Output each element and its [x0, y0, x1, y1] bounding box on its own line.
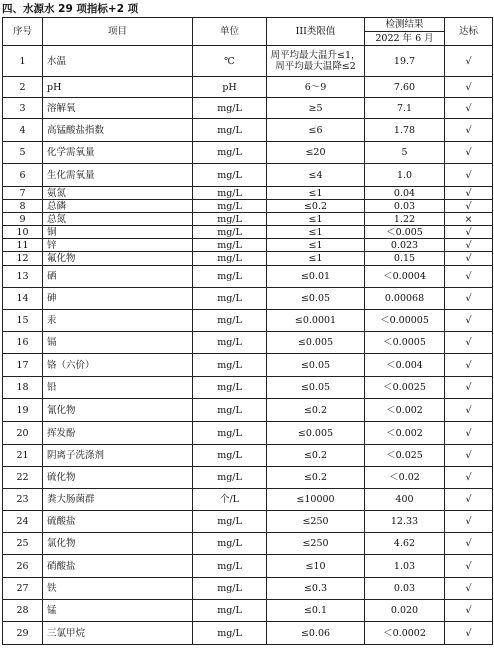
cell-seq: 4	[3, 119, 43, 142]
cell-pass: √	[445, 399, 493, 422]
cell-item: 铜	[43, 226, 193, 239]
cell-pass: √	[445, 377, 493, 399]
cell-limit: ≤10	[267, 555, 365, 578]
table-row	[3, 213, 493, 226]
cell-limit: ≤0.2	[267, 200, 365, 213]
cell-pass: √	[445, 600, 493, 622]
cell-pass: √	[445, 164, 493, 187]
cell-limit: ≤1	[267, 252, 365, 266]
cell-limit: ≤0.2	[267, 467, 365, 489]
cell-item: 氟化物	[43, 252, 193, 266]
table-body	[3, 46, 493, 645]
header-result: 检测结果	[365, 18, 445, 32]
cell-unit: mg/L	[193, 399, 267, 422]
cell-item: 总磷	[43, 200, 193, 213]
cell-limit: ≤0.3	[267, 578, 365, 600]
header-pass: 达标	[445, 18, 493, 46]
cell-unit: mg/L	[193, 332, 267, 354]
cell-result: ＜0.002	[365, 422, 445, 445]
cell-result: 4.62	[365, 533, 445, 555]
cell-item: pH	[43, 77, 193, 98]
cell-seq: 7	[3, 187, 43, 200]
cell-item: 镉	[43, 332, 193, 354]
cell-result: 0.023	[365, 239, 445, 252]
cell-result: 5	[365, 142, 445, 164]
table-row	[3, 377, 493, 399]
cell-limit: ≤0.05	[267, 354, 365, 377]
cell-pass: √	[445, 422, 493, 445]
table-row	[3, 119, 493, 142]
cell-result: 0.00068	[365, 288, 445, 310]
cell-item: 铅	[43, 377, 193, 399]
cell-pass: √	[445, 77, 493, 98]
table-row	[3, 164, 493, 187]
cell-seq: 13	[3, 266, 43, 288]
cell-item: 硝酸盐	[43, 555, 193, 578]
table-row	[3, 46, 493, 77]
cell-unit: mg/L	[193, 622, 267, 645]
cell-pass: √	[445, 354, 493, 377]
cell-limit: ≤0.2	[267, 445, 365, 467]
cell-limit: ≤0.05	[267, 288, 365, 310]
table-row	[3, 187, 493, 200]
cell-limit: ≤0.05	[267, 377, 365, 399]
cell-result: 1.03	[365, 555, 445, 578]
cell-seq: 15	[3, 310, 43, 332]
cell-result: 400	[365, 489, 445, 511]
cell-seq: 14	[3, 288, 43, 310]
cell-seq: 16	[3, 332, 43, 354]
cell-pass: √	[445, 46, 493, 77]
cell-seq: 9	[3, 213, 43, 226]
cell-item: 氯化物	[43, 533, 193, 555]
cell-item: 溶解氧	[43, 98, 193, 119]
cell-limit: 6～9	[267, 77, 365, 98]
cell-seq: 5	[3, 142, 43, 164]
cell-unit: mg/L	[193, 445, 267, 467]
cell-pass: √	[445, 511, 493, 533]
header-item: 项目	[43, 18, 193, 46]
cell-result: 7.60	[365, 77, 445, 98]
cell-result: ＜0.0004	[365, 266, 445, 288]
cell-unit: mg/L	[193, 226, 267, 239]
cell-result: 1.0	[365, 164, 445, 187]
table-row	[3, 77, 493, 98]
cell-limit: ≤0.06	[267, 622, 365, 645]
cell-unit: mg/L	[193, 142, 267, 164]
cell-limit: ≤250	[267, 511, 365, 533]
cell-item: 铬（六价）	[43, 354, 193, 377]
cell-seq: 17	[3, 354, 43, 377]
cell-pass: √	[445, 533, 493, 555]
cell-limit: ≤0.1	[267, 600, 365, 622]
cell-item: 锌	[43, 239, 193, 252]
cell-result: ＜0.0025	[365, 377, 445, 399]
cell-pass: √	[445, 200, 493, 213]
section-title: 四、水源水 29 项指标+2 项	[2, 3, 139, 15]
cell-unit: mg/L	[193, 467, 267, 489]
cell-item: 挥发酚	[43, 422, 193, 445]
cell-pass: √	[445, 332, 493, 354]
cell-limit: ≤0.2	[267, 399, 365, 422]
cell-item: 总氮	[43, 213, 193, 226]
cell-result: 0.04	[365, 187, 445, 200]
cell-seq: 18	[3, 377, 43, 399]
cell-item: 水温	[43, 46, 193, 77]
cell-unit: mg/L	[193, 354, 267, 377]
cell-unit: ℃	[193, 46, 267, 77]
cell-pass: √	[445, 252, 493, 266]
cell-seq: 26	[3, 555, 43, 578]
cell-unit: mg/L	[193, 377, 267, 399]
cell-seq: 12	[3, 252, 43, 266]
table-row	[3, 226, 493, 239]
table-row	[3, 489, 493, 511]
table-row	[3, 332, 493, 354]
cell-limit: ≤20	[267, 142, 365, 164]
cell-unit: mg/L	[193, 213, 267, 226]
cell-seq: 2	[3, 77, 43, 98]
cell-item: 高锰酸盐指数	[43, 119, 193, 142]
cell-result: 0.03	[365, 200, 445, 213]
header-result-date: 2022 年 6 月	[365, 32, 445, 46]
cell-limit: ≤10000	[267, 489, 365, 511]
cell-limit: ≤0.005	[267, 422, 365, 445]
cell-unit: mg/L	[193, 252, 267, 266]
cell-limit: 周平均最大温升≤1， 周平均最大温降≤2	[267, 46, 365, 77]
cell-unit: pH	[193, 77, 267, 98]
cell-limit: ≤4	[267, 164, 365, 187]
cell-seq: 25	[3, 533, 43, 555]
cell-result: ＜0.005	[365, 226, 445, 239]
table-row	[3, 142, 493, 164]
cell-item: 化学需氧量	[43, 142, 193, 164]
table-row	[3, 422, 493, 445]
cell-item: 三氯甲烷	[43, 622, 193, 645]
cell-pass: √	[445, 226, 493, 239]
cell-result: 0.15	[365, 252, 445, 266]
cell-item: 硫酸盐	[43, 511, 193, 533]
cell-seq: 10	[3, 226, 43, 239]
cell-unit: 个/L	[193, 489, 267, 511]
cell-unit: mg/L	[193, 600, 267, 622]
cell-unit: mg/L	[193, 533, 267, 555]
cell-item: 铁	[43, 578, 193, 600]
cell-unit: mg/L	[193, 200, 267, 213]
cell-item: 阴离子洗涤剂	[43, 445, 193, 467]
table-row	[3, 266, 493, 288]
cell-seq: 21	[3, 445, 43, 467]
cell-limit: ≤1	[267, 226, 365, 239]
cell-pass: √	[445, 119, 493, 142]
cell-unit: mg/L	[193, 164, 267, 187]
table-row	[3, 354, 493, 377]
cell-result: 0.03	[365, 578, 445, 600]
cell-limit: ≤250	[267, 533, 365, 555]
cell-seq: 27	[3, 578, 43, 600]
cell-pass: √	[445, 239, 493, 252]
cell-seq: 19	[3, 399, 43, 422]
cell-result: ＜0.02	[365, 467, 445, 489]
cell-seq: 3	[3, 98, 43, 119]
table-row	[3, 310, 493, 332]
cell-pass: √	[445, 622, 493, 645]
cell-pass: √	[445, 489, 493, 511]
cell-result: ＜0.002	[365, 399, 445, 422]
cell-result: 7.1	[365, 98, 445, 119]
table-row	[3, 511, 493, 533]
cell-result: ＜0.00005	[365, 310, 445, 332]
cell-result: ＜0.004	[365, 354, 445, 377]
table-row	[3, 445, 493, 467]
cell-unit: mg/L	[193, 555, 267, 578]
cell-limit: ≤0.0001	[267, 310, 365, 332]
cell-unit: mg/L	[193, 98, 267, 119]
cell-result: ＜0.0005	[365, 332, 445, 354]
cell-unit: mg/L	[193, 187, 267, 200]
cell-limit: ≤1	[267, 213, 365, 226]
cell-pass: √	[445, 445, 493, 467]
cell-unit: mg/L	[193, 422, 267, 445]
cell-pass: √	[445, 98, 493, 119]
cell-item: 锰	[43, 600, 193, 622]
cell-limit: ≥5	[267, 98, 365, 119]
cell-result: 1.22	[365, 213, 445, 226]
header-limit: III类限值	[267, 18, 365, 46]
cell-seq: 11	[3, 239, 43, 252]
cell-item: 硒	[43, 266, 193, 288]
cell-pass: √	[445, 288, 493, 310]
cell-unit: mg/L	[193, 310, 267, 332]
cell-pass: √	[445, 310, 493, 332]
cell-limit: ≤1	[267, 239, 365, 252]
table-row	[3, 533, 493, 555]
cell-pass: √	[445, 467, 493, 489]
cell-seq: 28	[3, 600, 43, 622]
cell-pass: ×	[445, 213, 493, 226]
table-row	[3, 200, 493, 213]
table-row	[3, 555, 493, 578]
cell-seq: 22	[3, 467, 43, 489]
cell-result: 1.78	[365, 119, 445, 142]
cell-unit: mg/L	[193, 511, 267, 533]
cell-item: 粪大肠菌群	[43, 489, 193, 511]
cell-limit: ≤6	[267, 119, 365, 142]
header-seq: 序号	[3, 18, 43, 46]
cell-result: 12.33	[365, 511, 445, 533]
cell-pass: √	[445, 142, 493, 164]
cell-seq: 1	[3, 46, 43, 77]
table-row	[3, 399, 493, 422]
header-unit: 单位	[193, 18, 267, 46]
cell-seq: 8	[3, 200, 43, 213]
water-quality-table	[2, 17, 493, 645]
cell-unit: mg/L	[193, 239, 267, 252]
table-header	[3, 18, 493, 46]
cell-unit: mg/L	[193, 288, 267, 310]
cell-unit: mg/L	[193, 266, 267, 288]
table-row	[3, 622, 493, 645]
cell-result: 0.020	[365, 600, 445, 622]
table-row	[3, 467, 493, 489]
table-row	[3, 578, 493, 600]
cell-limit: ≤0.01	[267, 266, 365, 288]
table-row	[3, 600, 493, 622]
table-row	[3, 252, 493, 266]
table-row	[3, 239, 493, 252]
cell-limit: ≤0.005	[267, 332, 365, 354]
cell-seq: 23	[3, 489, 43, 511]
cell-item: 砷	[43, 288, 193, 310]
cell-result: ＜0.025	[365, 445, 445, 467]
table-row	[3, 98, 493, 119]
cell-pass: √	[445, 187, 493, 200]
cell-result: ＜0.0002	[365, 622, 445, 645]
cell-result: 19.7	[365, 46, 445, 77]
cell-pass: √	[445, 555, 493, 578]
table-row	[3, 288, 493, 310]
cell-item: 生化需氧量	[43, 164, 193, 187]
cell-seq: 29	[3, 622, 43, 645]
cell-pass: √	[445, 266, 493, 288]
cell-item: 硫化物	[43, 467, 193, 489]
cell-item: 氰化物	[43, 399, 193, 422]
cell-item: 汞	[43, 310, 193, 332]
cell-seq: 20	[3, 422, 43, 445]
cell-seq: 6	[3, 164, 43, 187]
cell-pass: √	[445, 578, 493, 600]
cell-seq: 24	[3, 511, 43, 533]
cell-limit: ≤1	[267, 187, 365, 200]
cell-item: 氨氮	[43, 187, 193, 200]
cell-unit: mg/L	[193, 578, 267, 600]
cell-unit: mg/L	[193, 119, 267, 142]
